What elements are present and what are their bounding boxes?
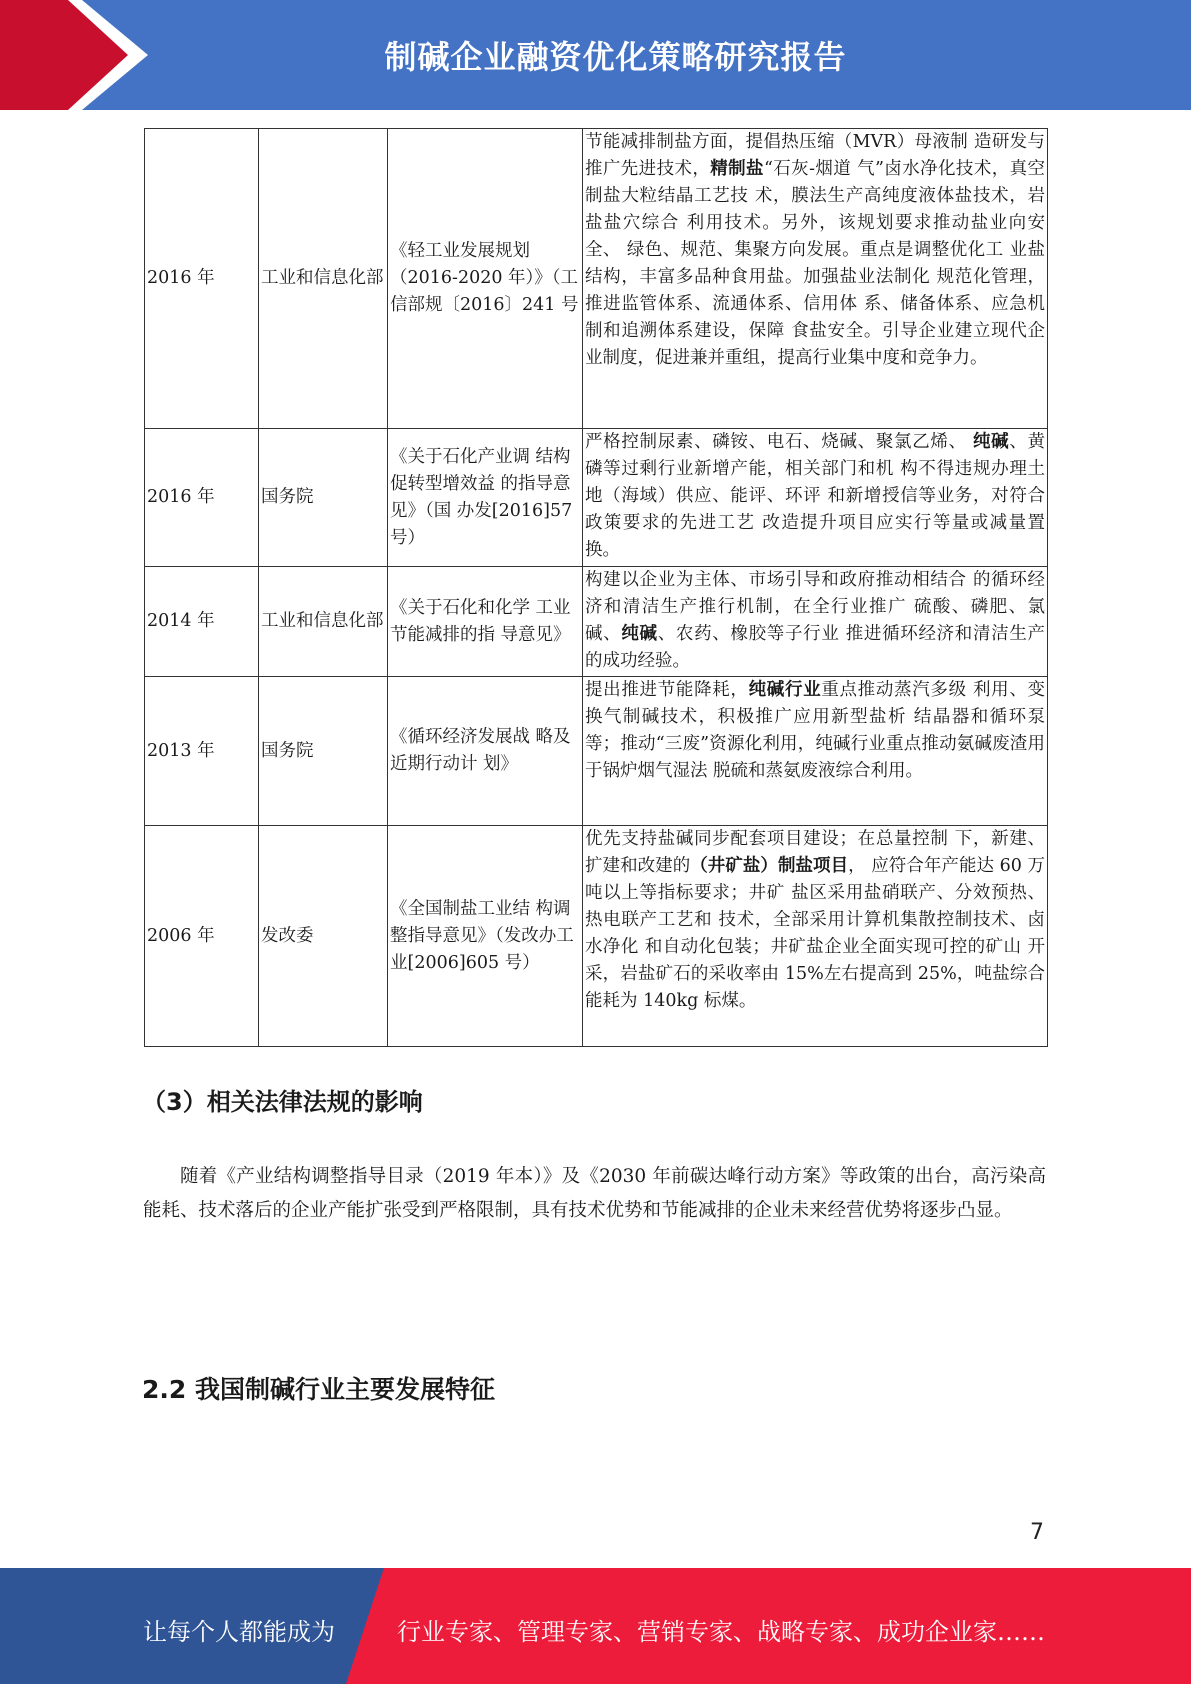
content-cell xyxy=(583,826,1048,1047)
year-cell: 2016 年 xyxy=(145,129,259,429)
table-row xyxy=(145,129,1048,429)
content-text: 、农药、橡胶等子行业 推进循环经济和清洁生产的成功经验。 xyxy=(585,624,1046,671)
content-text: 节能减排制盐方面，提倡热压缩（MVR）母液制 造研发与推广先进技术， xyxy=(585,132,1045,179)
year-cell: 2016 年 xyxy=(145,429,259,567)
document-cell: 《全国制盐工业结 构调整指导意见》（发改办工业[2006]605 号） xyxy=(388,826,583,1047)
content-text: 、黄磷等过剩行业新增产能，相关部门和机 构不得违规办理土地（海域）供应、能评、环评 和新增授信等业务，对符合政策要求的先进工艺 改造提升项目应实行等量或减量置换。 xyxy=(585,432,1046,560)
table-row xyxy=(145,677,1048,826)
content-text: 构建以企业为主体、市场引导和政府推动相结合 的循环经济和清洁生产推行机制，在全行业推广 硫酸、磷肥、氯碱、 xyxy=(585,570,1045,644)
document-cell: 《关于石化和化学 工业节能减排的指 导意见》 xyxy=(388,567,583,677)
document-cell: 《关于石化产业调 结构促转型增效益 的指导意见》（国 办发[2016]57 号） xyxy=(388,429,583,567)
section-heading: （3）相关法律法规的影响 xyxy=(142,1088,423,1116)
policy-table xyxy=(144,128,1048,1047)
content-cell xyxy=(583,677,1048,826)
page-number: 7 xyxy=(1030,1520,1044,1545)
footer-slogan-right: 行业专家、管理专家、营销专家、战略专家、成功企业家…… xyxy=(397,1618,1045,1646)
document-cell: 《轻工业发展规划（2016-2020 年）》（工信部规〔2016〕241 号 xyxy=(388,129,583,429)
content-text: 优先支持盐碱同步配套项目建设；在总量控制 下，新建、扩建和改建的 xyxy=(585,829,1045,876)
highlighted-term: 纯碱 xyxy=(621,624,658,644)
department-cell: 国务院 xyxy=(259,429,388,567)
content-text: 严格控制尿素、磷铵、电石、烧碱、聚氯乙烯、 xyxy=(585,432,973,452)
content-text: 提出推进节能降耗， xyxy=(585,680,749,700)
highlighted-term: 精制盐 xyxy=(710,159,764,179)
table-row xyxy=(145,429,1048,567)
highlighted-term: （井矿盐）制盐项目 xyxy=(690,856,849,876)
table-row xyxy=(145,567,1048,677)
department-cell: 工业和信息化部 xyxy=(259,567,388,677)
table-row xyxy=(145,826,1048,1047)
page-footer xyxy=(0,1568,1191,1684)
content-text: ， 应符合年产能达 60 万吨以上等指标要求；井矿 盐区采用盐硝联产、分效预热、热电联产工艺和 技术，全部采用计算机集散控制技术、卤水净化 和自动化包装；井矿盐企业全面实现可控的矿山 开采，岩盐矿石的采收率由 15%左右提高到 25%，吨盐综合能耗为 140kg 标煤。 xyxy=(585,856,1046,1011)
department-cell: 发改委 xyxy=(259,826,388,1047)
content-cell xyxy=(583,567,1048,677)
department-cell: 工业和信息化部 xyxy=(259,129,388,429)
section-paragraph: 随着《产业结构调整指导目录（2019 年本）》及《2030 年前碳达峰行动方案》等政策的出台，高污染高能耗、技术落后的企业产能扩张受到严格限制，具有技术优势和节能减排的企业未来经营优势将逐步凸显。 xyxy=(143,1166,1046,1221)
highlighted-term: 纯碱 xyxy=(972,432,1010,452)
department-cell: 国务院 xyxy=(259,677,388,826)
year-cell: 2006 年 xyxy=(145,826,259,1047)
year-cell: 2014 年 xyxy=(145,567,259,677)
document-cell: 《循环经济发展战 略及近期行动计 划》 xyxy=(388,677,583,826)
content-text: “石灰-烟道 气”卤水净化技术，真空制盐大粒结晶工艺技 术，膜法生产高纯度液体盐技术，岩盐盐穴综合 利用技术。另外，该规划要求推动盐业向安全、 绿色、规范、集聚方向发展。重点是调整优化工 业盐结构，丰富多品种食用盐。加强盐业法制化 规范化管理，推进监管体系、流通体系、信用体 系、储备体系、应急机制和追溯体系建设，保障 食盐安全。引导企业建立现代企业制度，促进兼并重组，提高行业集中度和竞争力。 xyxy=(585,159,1046,368)
highlighted-term: 纯碱行业 xyxy=(748,680,822,700)
subsection-heading: 2.2 我国制碱行业主要发展特征 xyxy=(142,1375,495,1404)
content-cell xyxy=(583,429,1048,567)
year-cell: 2013 年 xyxy=(145,677,259,826)
footer-slogan-left: 让每个人都能成为 xyxy=(143,1618,335,1646)
report-title: 制碱企业融资优化策略研究报告 xyxy=(384,38,847,76)
content-cell xyxy=(583,129,1048,429)
content-text: 重点推动蒸汽多级 利用、变换气制碱技术，积极推广应用新型盐析 结晶器和循环泵等；推动“三废”资源化利用，纯碱行业重点推动氨碱废渣用于锅炉烟气湿法 脱硫和蒸氨废液综合利用。 xyxy=(585,680,1046,781)
page-header xyxy=(0,0,1191,110)
